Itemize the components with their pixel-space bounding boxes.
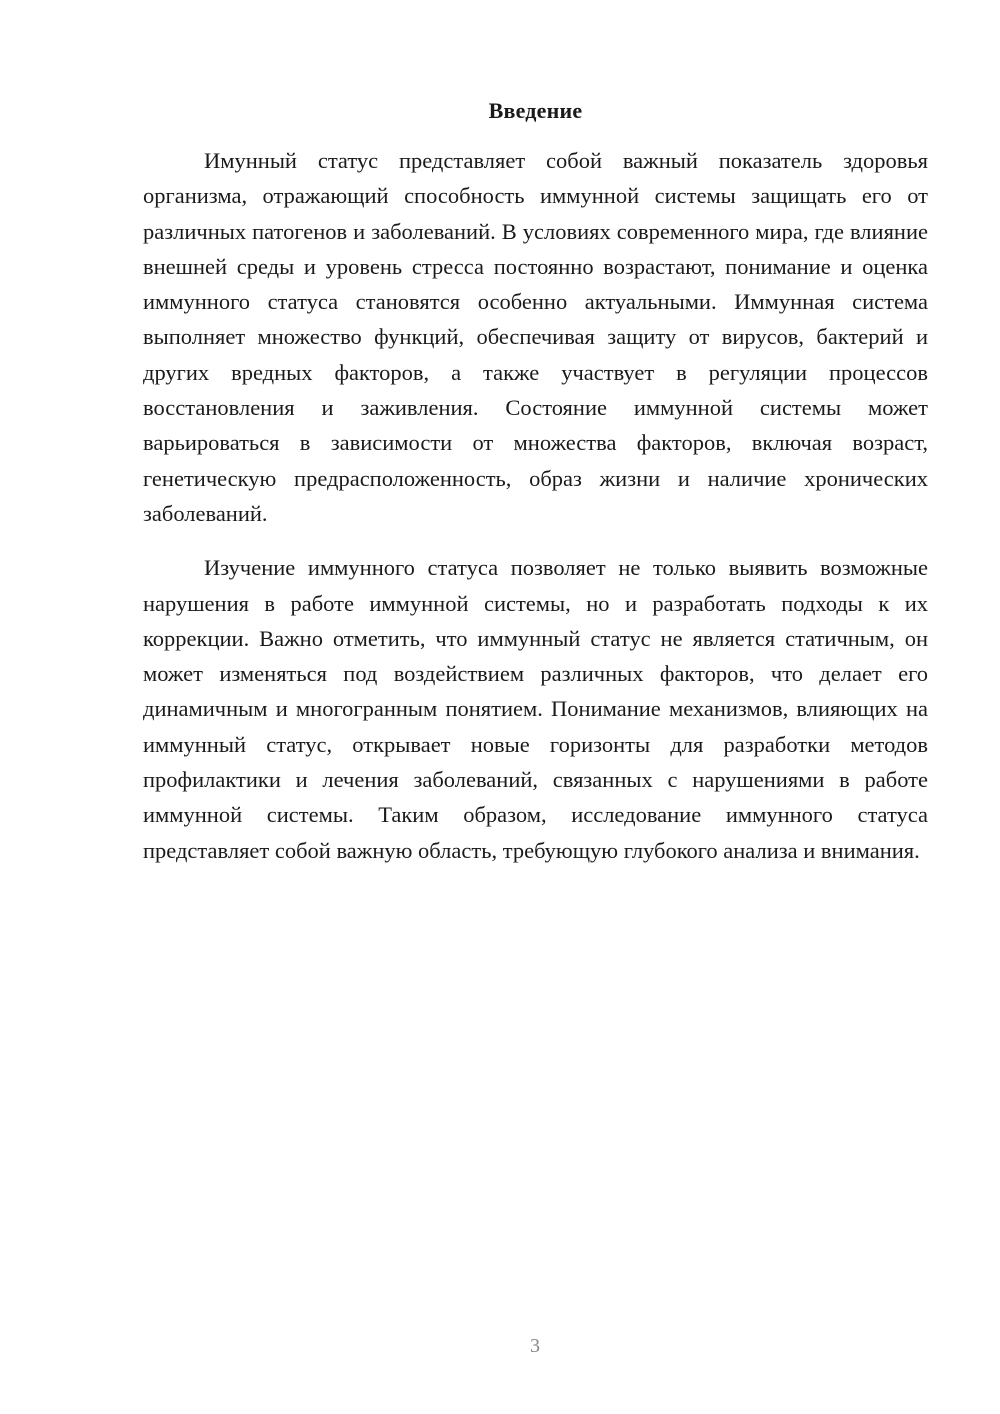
section-heading: Введение <box>488 98 583 123</box>
page-number: 3 <box>530 1335 540 1357</box>
paragraph-2: Изучение иммунного статуса позволяет не только выявить возможные нарушения в работе иммунной системы, но и разработать подходы к их коррекции. Важно отметить, что иммунный статус не является статичным, он может изменяться под воздействием различных факторов, что делает его динамичным и многогранным понятием. Понимание механизмов, влияющих на иммунный статус, открывает новые горизонты для разработки методов профилактики и лечения заболеваний, связанных с нарушениями в работе иммунной системы. Таким образом, исследование иммунного статуса представляет собой важную область, требующую глубокого анализа и внимания. <box>143 555 928 863</box>
body-text <box>143 143 928 868</box>
paragraph-1: Имунный статус представляет собой важный показатель здоровья организма, отражающий способность иммунной системы защищать его от различных патогенов и заболеваний. В условиях современного мира, где влияние внешней среды и уровень стресса постоянно возрастают, понимание и оценка иммунного статуса становятся особенно актуальными. Иммунная система выполняет множество функций, обеспечивая защиту от вирусов, бактерий и других вредных факторов, а также участвует в регуляции процессов восстановления и заживления. Состояние иммунной системы может варьироваться в зависимости от множества факторов, включая возраст, генетическую предрасположенность, образ жизни и наличие хронических заболеваний. <box>143 148 928 526</box>
